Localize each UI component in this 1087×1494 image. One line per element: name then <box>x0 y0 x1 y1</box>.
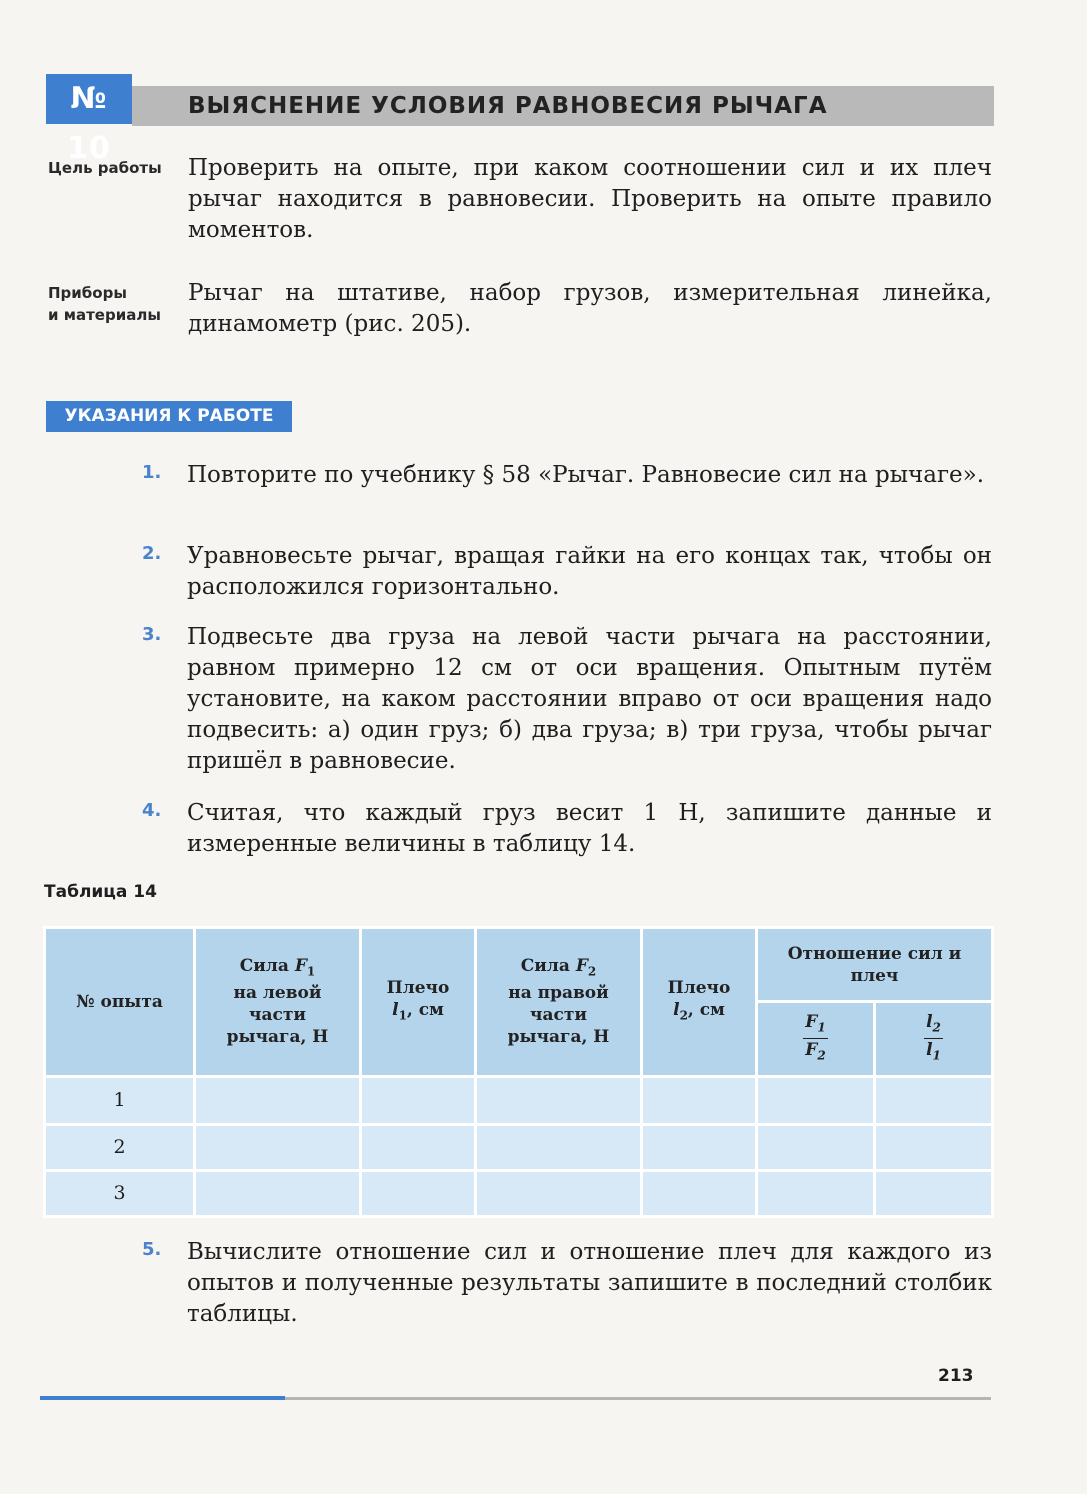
row-number: 3 <box>45 1170 195 1216</box>
step-number: 5. <box>142 1239 162 1260</box>
table-cell[interactable] <box>757 1124 875 1170</box>
table-cell[interactable] <box>642 1124 757 1170</box>
table-cell[interactable] <box>757 1076 875 1124</box>
materials-label-line1: Приборы <box>48 284 127 302</box>
header-force-right: Сила $F_2$ на правой части рычага, Н <box>476 928 642 1077</box>
step-text: Подвесьте два груза на левой части рычага на расстоянии, равном примерно 12 см от оси вращения. Опытным путём установите, на каком расстоянии вправо от оси вращения надо подвесить: а) один груз; б) два груза; в) три груза, чтобы рычаг пришёл в равновесие. <box>187 624 992 774</box>
lab-header <box>46 74 994 166</box>
page-number: 213 <box>938 1366 974 1386</box>
step-text: Уравновесьте рычаг, вращая гайки на его концах так, чтобы он расположился горизонтально. <box>187 543 992 600</box>
header-ratio-forces: $\frac{F_1}{F_2}$ <box>757 1002 875 1076</box>
section-title: УКАЗАНИЯ К РАБОТЕ <box>46 401 292 432</box>
step-text: Считая, что каждый груз весит 1 Н, запишите данные и измеренные величины в таблицу 14. <box>187 800 992 857</box>
table-cell[interactable] <box>875 1124 993 1170</box>
table-cell[interactable] <box>195 1076 361 1124</box>
table-cell[interactable] <box>476 1170 642 1216</box>
lab-title: ВЫЯСНЕНИЕ УСЛОВИЯ РАВНОВЕСИЯ РЫЧАГА <box>188 93 828 119</box>
results-table <box>43 926 994 1218</box>
table-cell[interactable] <box>875 1076 993 1124</box>
materials-label <box>48 282 161 326</box>
lab-title-bar <box>132 86 994 126</box>
step-number: 3. <box>142 624 162 645</box>
step-text: Вычислите отношение сил и отношение плеч для каждого из опытов и полученные результаты запишите в последний столбик таблицы. <box>187 1239 992 1327</box>
step-number: 4. <box>142 800 162 821</box>
table-cell[interactable] <box>195 1124 361 1170</box>
goal-text: Проверить на опыте, при каком соотношении сил и их плеч рычаг находится в равновесии. Проверить на опыте правило моментов. <box>188 155 992 243</box>
step-text: Повторите по учебнику § 58 «Рычаг. Равновесие сил на рычаге». <box>187 462 985 488</box>
header-arm-right: Плечо $l_2$, см <box>642 928 757 1077</box>
materials-text: Рычаг на штативе, набор грузов, измерительная линейка, динамометр (рис. 205). <box>188 280 992 337</box>
table-cell[interactable] <box>361 1170 476 1216</box>
table-cell[interactable] <box>757 1170 875 1216</box>
table-row <box>45 1170 993 1216</box>
table-cell[interactable] <box>642 1076 757 1124</box>
goal-label: Цель работы <box>48 159 162 177</box>
step-number: 2. <box>142 543 162 564</box>
table-row <box>45 1124 993 1170</box>
header-arm-left: Плечо $l_1$, см <box>361 928 476 1077</box>
materials-label-line2: и материалы <box>48 306 161 324</box>
lab-number-badge: № 10 <box>46 74 132 124</box>
row-number: 2 <box>45 1124 195 1170</box>
table-row <box>45 1076 993 1124</box>
header-ratio-arms: $\frac{l_2}{l_1}$ <box>875 1002 993 1076</box>
table-cell[interactable] <box>195 1170 361 1216</box>
footer-rule-accent <box>40 1396 285 1400</box>
footer-rule <box>285 1397 991 1400</box>
table-cell[interactable] <box>476 1124 642 1170</box>
row-number: 1 <box>45 1076 195 1124</box>
table-cell[interactable] <box>476 1076 642 1124</box>
header-exp-no: № опыта <box>45 928 195 1077</box>
table-cell[interactable] <box>875 1170 993 1216</box>
table-cell[interactable] <box>361 1124 476 1170</box>
header-force-left: Сила $F_1$ на левой части рычага, Н <box>195 928 361 1077</box>
step-number: 1. <box>142 462 162 483</box>
table-cell[interactable] <box>361 1076 476 1124</box>
table-caption: Таблица 14 <box>44 882 157 902</box>
header-ratio: Отношение сил и плеч <box>757 928 993 1002</box>
table-cell[interactable] <box>642 1170 757 1216</box>
